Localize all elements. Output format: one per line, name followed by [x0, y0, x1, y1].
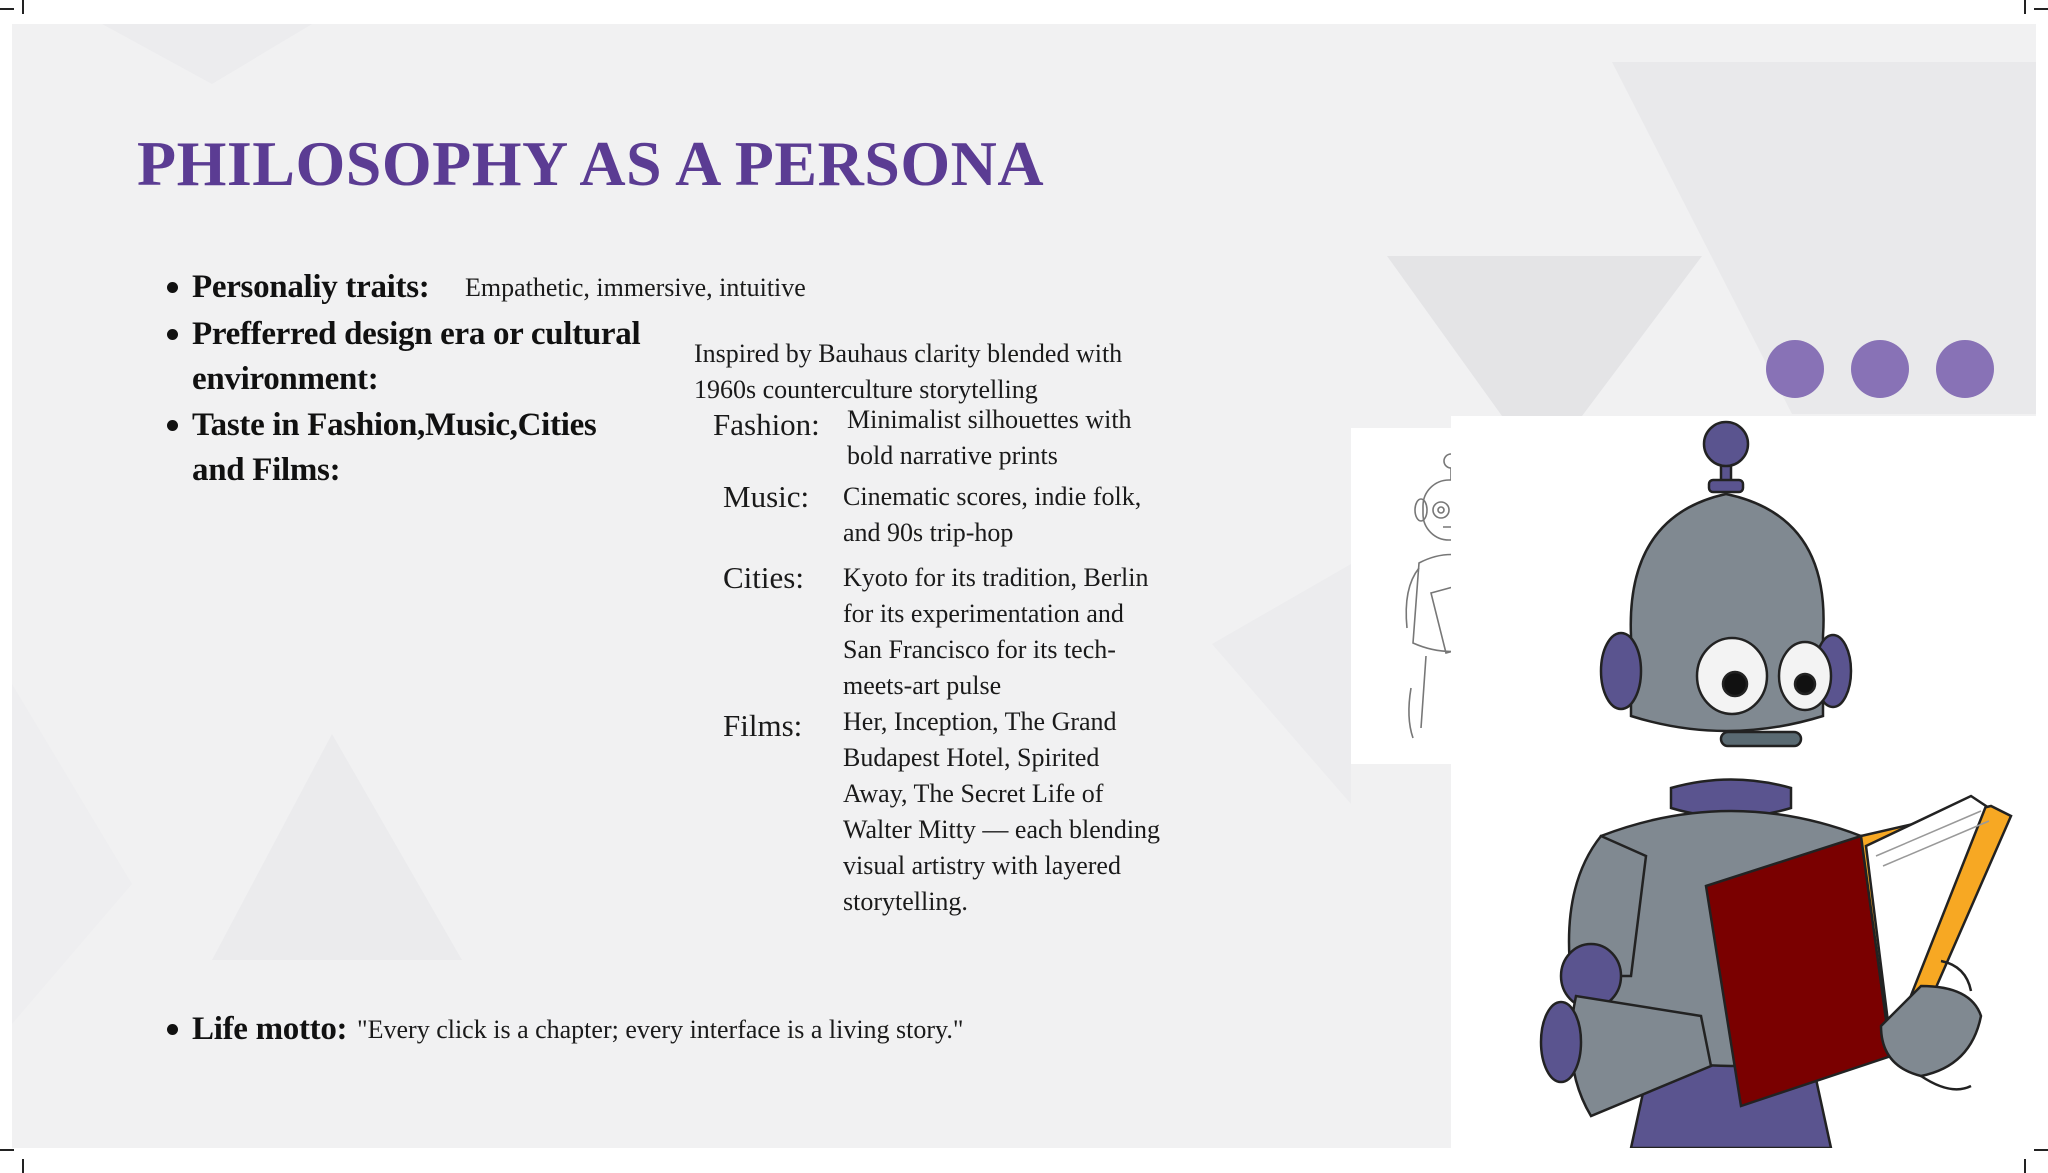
robot-reading-book-illustration [1451, 416, 2036, 1148]
traits-label: Personaliy traits: [192, 269, 430, 305]
tastes-label-line2: and Films: [192, 452, 341, 488]
crop-mark-bottom-right [2034, 1149, 2048, 1151]
cities-line: meets-art pulse [843, 671, 1002, 700]
decor-dot [1766, 340, 1824, 398]
crop-mark-top-left [0, 8, 14, 10]
films-line: storytelling. [843, 887, 968, 916]
crop-mark-bottom-left [22, 1159, 24, 1173]
cities-line: San Francisco for its tech- [843, 635, 1116, 664]
motto-value: "Every click is a chapter; every interface is a living story." [357, 1015, 964, 1044]
films-line: Away, The Secret Life of [843, 779, 1104, 808]
slide [12, 24, 2036, 1148]
bullet-dot [167, 282, 178, 293]
design-era-value-line1: Inspired by Bauhaus clarity blended with [694, 339, 1123, 368]
films-line: Budapest Hotel, Spirited [843, 743, 1100, 772]
design-era-value-line2: 1960s counterculture storytelling [694, 375, 1038, 404]
cities-line: for its experimentation and [843, 599, 1124, 628]
design-era-label-line2: environment: [192, 361, 379, 397]
music-line: and 90s trip-hop [843, 518, 1014, 547]
cities-line: Kyoto for its tradition, Berlin [843, 563, 1149, 592]
cities-label: Cities: [723, 560, 804, 595]
slide-title: PHILOSOPHY AS A PERSONA [137, 128, 1045, 199]
crop-mark-top-right [2034, 8, 2048, 10]
crop-mark-top-right [2024, 0, 2026, 14]
films-label: Films: [723, 708, 803, 743]
films-line: Walter Mitty — each blending [843, 815, 1161, 844]
crop-mark-bottom-left [0, 1149, 14, 1151]
fashion-label: Fashion: [713, 407, 820, 442]
tastes-label-line1: Taste in Fashion,Music,Cities [192, 407, 597, 443]
decor-dot [1851, 340, 1909, 398]
motto-label: Life motto: [192, 1011, 348, 1047]
films-line: visual artistry with layered [843, 851, 1121, 880]
crop-mark-bottom-right [2024, 1159, 2026, 1173]
films-line: Her, Inception, The Grand [843, 707, 1117, 736]
traits-value: Empathetic, immersive, intuitive [465, 273, 806, 302]
crop-mark-top-left [22, 0, 24, 14]
design-era-label-line1: Prefferred design era or cultural [192, 316, 641, 352]
bullet-dot [167, 420, 178, 431]
music-label: Music: [723, 479, 810, 514]
decor-dot [1936, 340, 1994, 398]
bullet-dot [167, 329, 178, 340]
fashion-line: Minimalist silhouettes with [847, 405, 1132, 434]
bullet-dot [167, 1024, 178, 1035]
music-line: Cinematic scores, indie folk, [843, 482, 1142, 511]
fashion-line: bold narrative prints [847, 441, 1058, 470]
